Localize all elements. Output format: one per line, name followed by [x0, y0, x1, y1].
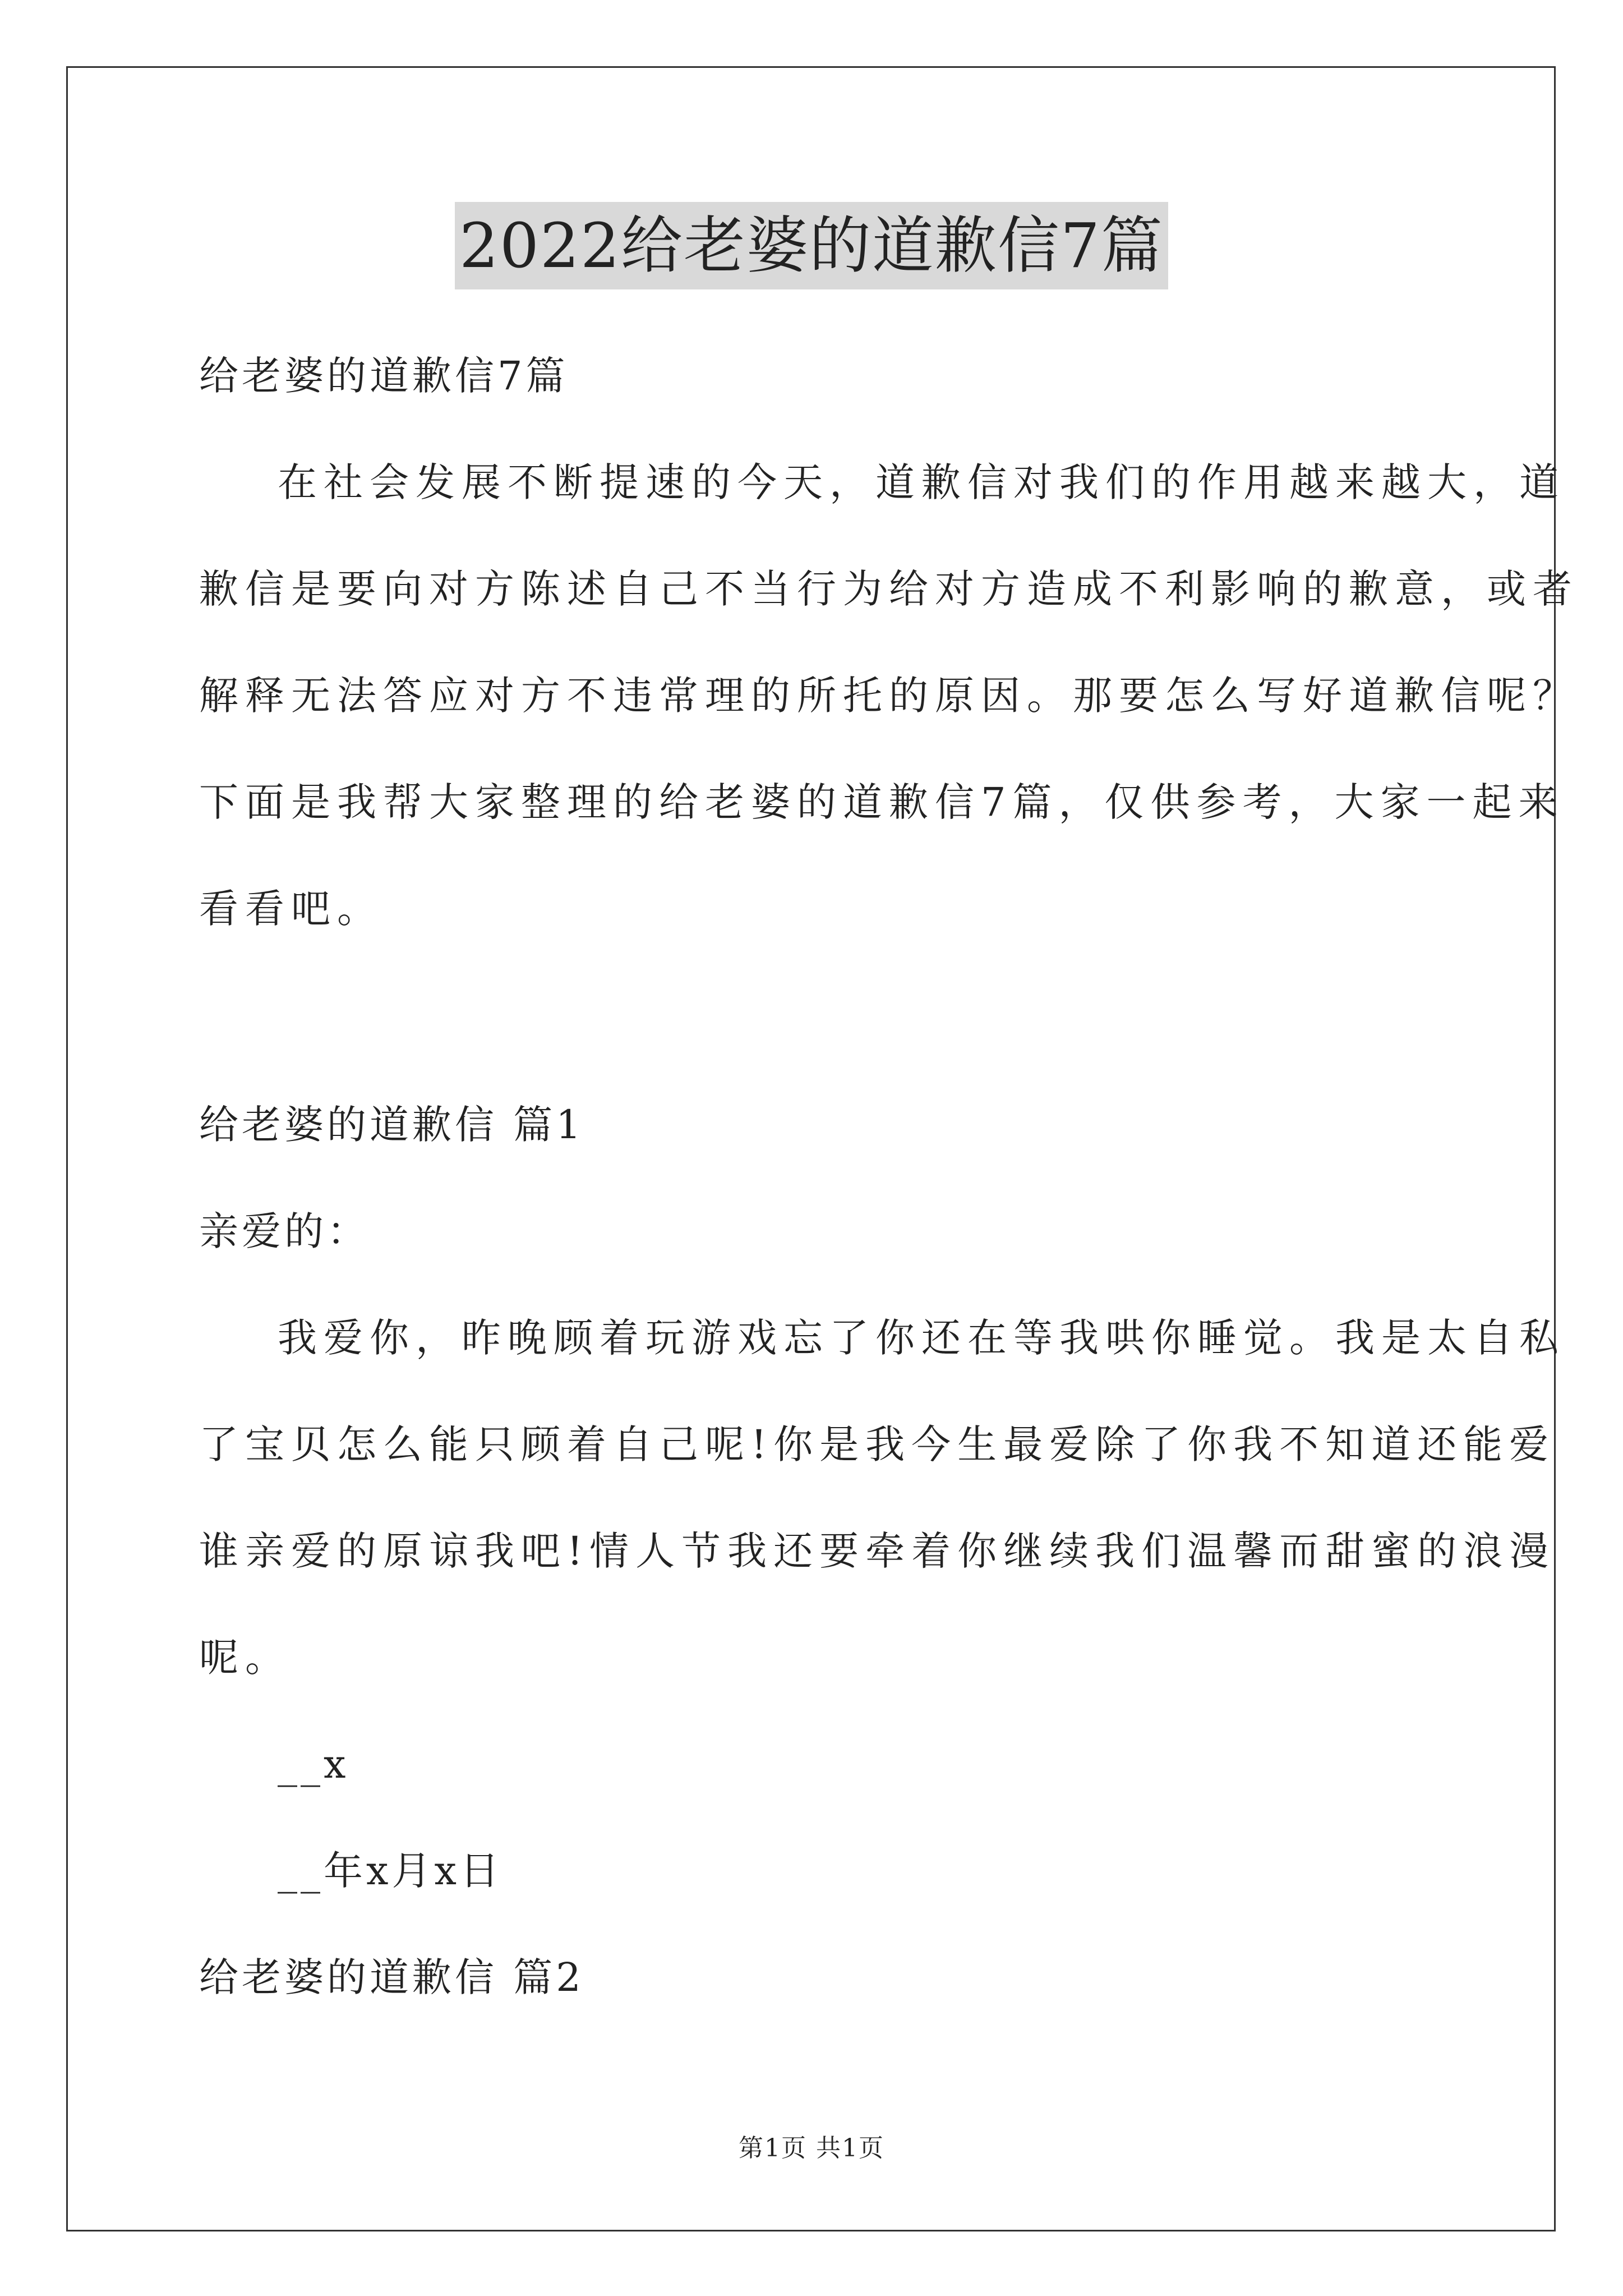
date-line: __年x月x日 — [278, 1848, 502, 1894]
title-container — [0, 202, 1623, 289]
letter-1-line-3: 谁亲爱的原谅我吧!情人节我还要牵着你继续我们温馨而甜蜜的浪漫 — [199, 1528, 1556, 1574]
intro-line-1: 在社会发展不断提速的今天，道歉信对我们的作用越来越大，道 — [278, 459, 1565, 505]
intro-line-5: 看看吧。 — [199, 886, 383, 932]
letter-1-line-1: 我爱你，昨晚顾着玩游戏忘了你还在等我哄你睡觉。我是太自私 — [278, 1315, 1565, 1361]
subtitle: 给老婆的道歉信7篇 — [199, 353, 569, 399]
letter-1-line-4: 呢。 — [199, 1635, 291, 1681]
document-title: 2022给老婆的道歉信7篇 — [455, 202, 1168, 289]
section-1-heading: 给老婆的道歉信 篇1 — [199, 1102, 584, 1148]
intro-line-2: 歉信是要向对方陈述自己不当行为给对方造成不利影响的歉意，或者 — [199, 566, 1579, 612]
section-2-heading: 给老婆的道歉信 篇2 — [199, 1954, 584, 2000]
letter-1-line-2: 了宝贝怎么能只顾着自己呢!你是我今生最爱除了你我不知道还能爱 — [199, 1421, 1556, 1467]
signature: __x — [278, 1741, 349, 1787]
salutation: 亲爱的： — [199, 1208, 370, 1254]
intro-line-4: 下面是我帮大家整理的给老婆的道歉信7篇，仅供参考，大家一起来 — [199, 779, 1565, 825]
page-footer: 第1页 共1页 — [739, 2134, 884, 2162]
intro-line-3: 解释无法答应对方不违常理的所托的原因。那要怎么写好道歉信呢？ — [199, 673, 1579, 719]
